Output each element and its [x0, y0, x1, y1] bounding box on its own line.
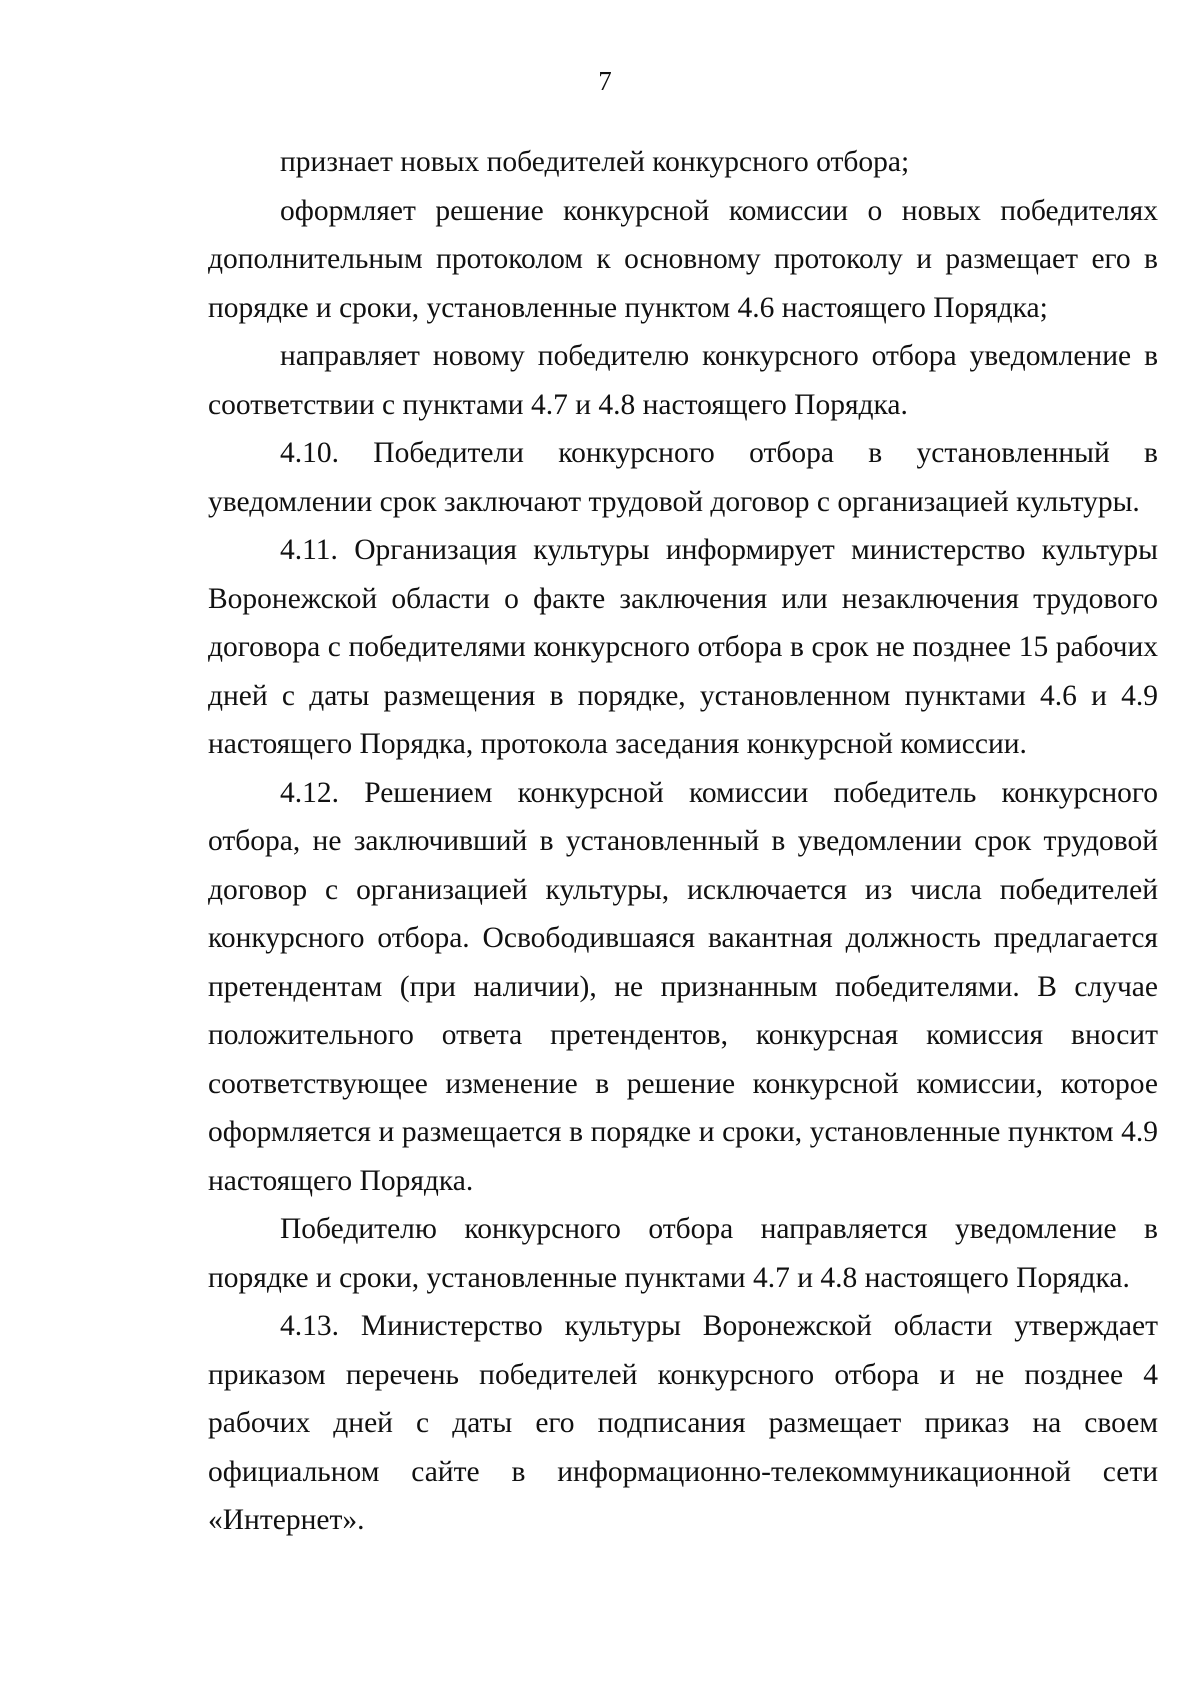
- paragraph-4-13: 4.13. Министерство культуры Воронежской области утверждает приказом перечень победителей конкурсного отбора и не позднее 4 рабочих дней с даты его подписания размещает приказ на своем официальном сайте в информационно-телекоммуникационной сети «Интернет».: [208, 1310, 1158, 1536]
- paragraph-recognize-new-winners: признает новых победителей конкурсного отбора;: [280, 146, 910, 178]
- paragraph-send-notification: направляет новому победителю конкурсного отбора уведомление в соответствии с пунктами 4.7 и 4.8 настоящего Порядка.: [208, 340, 1158, 421]
- paragraph-4-11: 4.11. Организация культуры информирует министерство культуры Воронежской области о факте заключения или незаключения трудового договора с победителями конкурсного отбора в срок не позднее 15 рабочих дней с даты размещения в порядке, установленном пунктами 4.6 и 4.9 настоящего Порядка, протокола заседания конкурсной комиссии.: [208, 534, 1158, 760]
- paragraph-4-10: 4.10. Победители конкурсного отбора в установленный в уведомлении срок заключают трудовой договор с организацией культуры.: [208, 437, 1158, 518]
- paragraph-winner-notification: Победителю конкурсного отбора направляется уведомление в порядке и сроки, установленные пунктами 4.7 и 4.8 настоящего Порядка.: [208, 1213, 1158, 1294]
- page-number: 7: [598, 66, 612, 96]
- document-body: [208, 138, 1158, 1545]
- paragraph-4-12: 4.12. Решением конкурсной комиссии победитель конкурсного отбора, не заключивший в установленный в уведомлении срок трудовой договор с организацией культуры, исключается из числа победителей конкурсного отбора. Освободившаяся вакантная должность предлагается претендентам (при наличии), не признанным победителями. В случае положительного ответа претендентов, конкурсная комиссия вносит соответствующее изменение в решение конкурсной комиссии, которое оформляется и размещается в порядке и сроки, установленные пунктом 4.9 настоящего Порядка.: [208, 776, 1158, 1197]
- paragraph-additional-protocol: оформляет решение конкурсной комиссии о новых победителях дополнительным протоколом к основному протоколу и размещает его в порядке и сроки, установленные пунктом 4.6 настоящего Порядка;: [208, 194, 1158, 324]
